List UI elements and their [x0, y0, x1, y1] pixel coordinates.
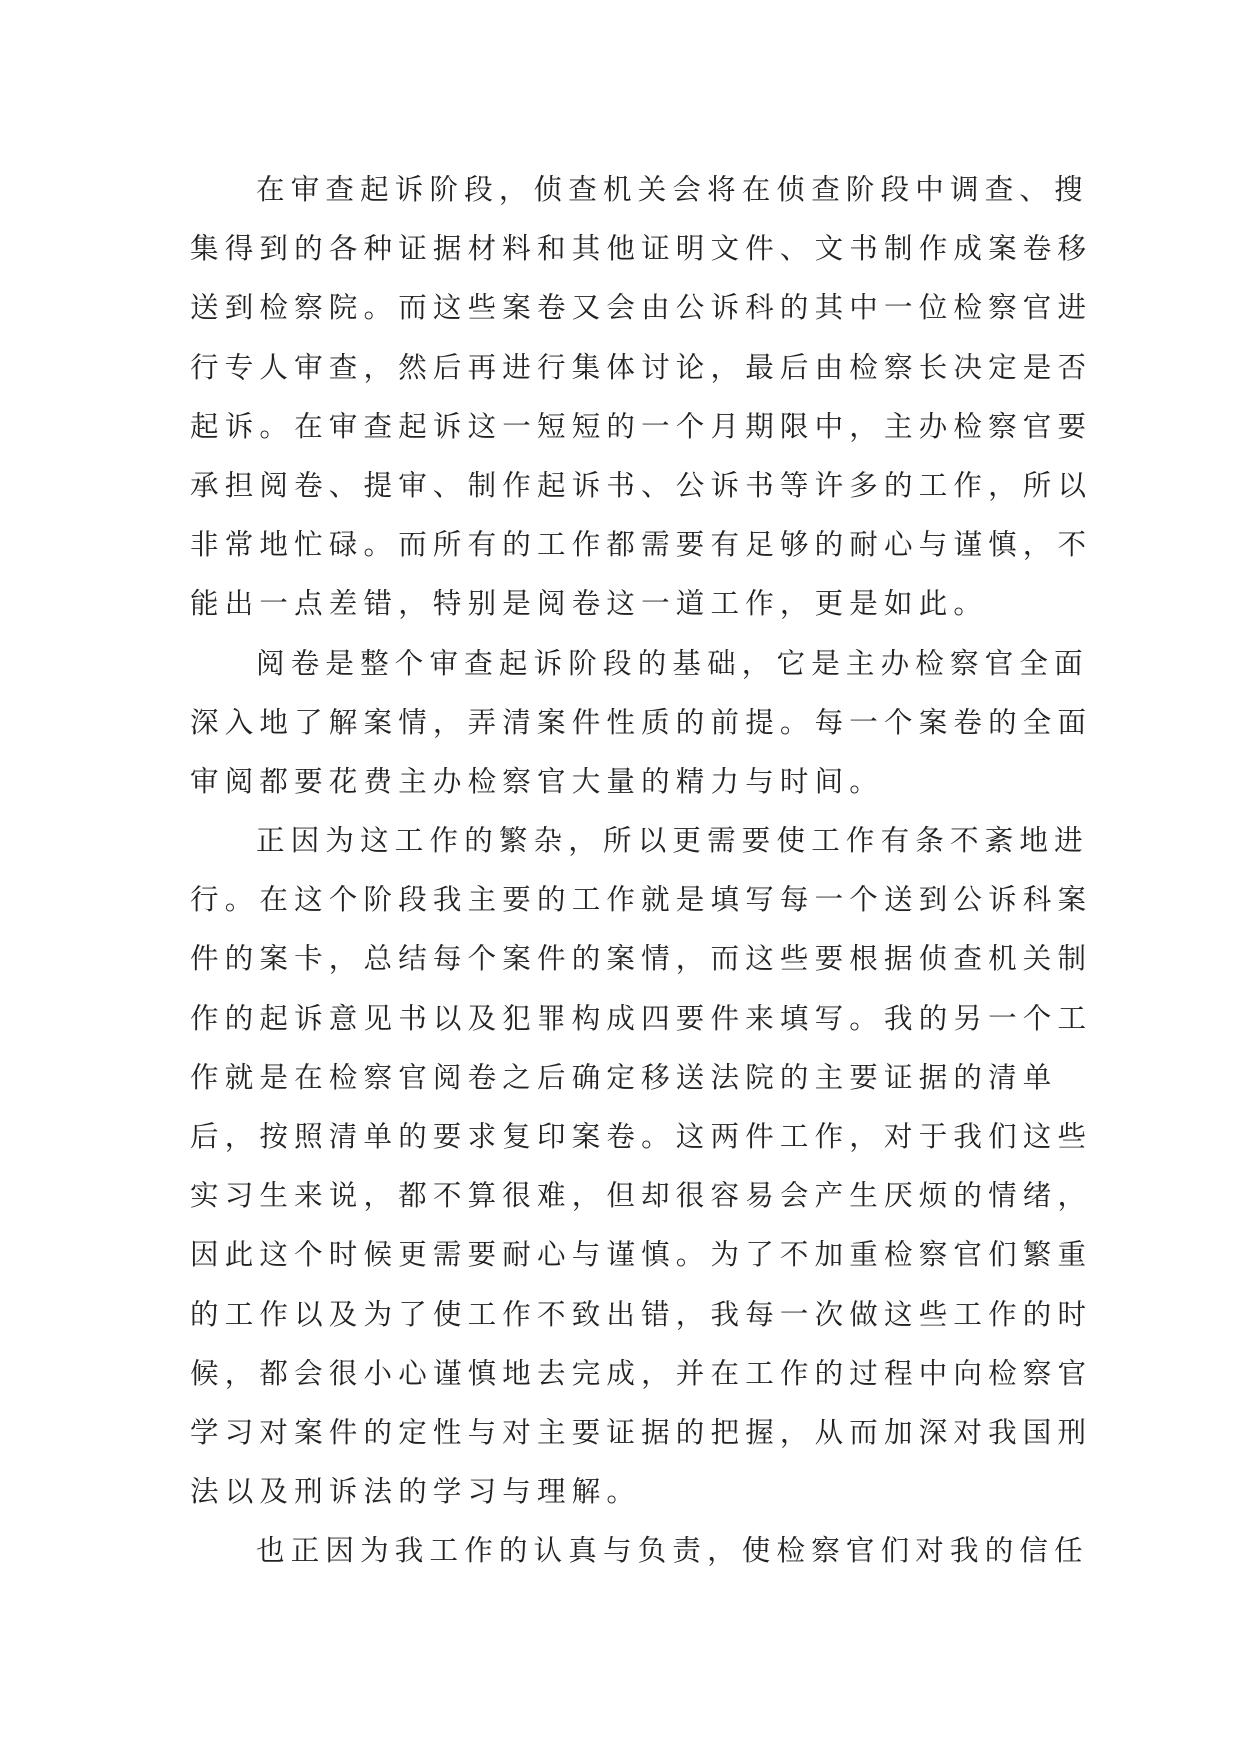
paragraph-3-line-12: 法以及刑诉法的学习与理解。	[190, 1475, 642, 1509]
paragraph-1-line-6: 承担阅卷、提审、制作起诉书、公诉书等许多的工作，所以	[190, 468, 1093, 502]
paragraph-2-line-2: 深入地了解案情，弄清案件性质的前提。每一个案卷的全面	[190, 705, 1093, 739]
paragraph-4-line-1: 也正因为我工作的认真与负责，使检察官们对我的信任	[256, 1534, 1089, 1568]
paragraph-3-line-2: 行。在这个阶段我主要的工作就是填写每一个送到公诉科案	[190, 883, 1093, 917]
document-body	[190, 160, 1093, 1581]
paragraph-3-line-9: 的工作以及为了使工作不致出错，我每一次做这些工作的时	[190, 1297, 1093, 1331]
paragraph-3-line-1: 正因为这工作的繁杂，所以更需要使工作有条不紊地进	[256, 824, 1089, 858]
paragraph-1-line-4: 行专人审查，然后再进行集体讨论，最后由检察长决定是否	[190, 350, 1093, 384]
paragraph-3-line-3: 件的案卡，总结每个案件的案情，而这些要根据侦查机关制	[190, 942, 1093, 976]
paragraph-3-line-5: 作就是在检察官阅卷之后确定移送法院的主要证据的清单	[190, 1060, 1058, 1094]
paragraph-3-line-7: 实习生来说，都不算很难，但却很容易会产生厌烦的情绪，	[190, 1179, 1093, 1213]
paragraph-1-line-3: 送到检察院。而这些案卷又会由公诉科的其中一位检察官进	[190, 291, 1093, 325]
paragraph-1-line-1: 在审查起诉阶段，侦查机关会将在侦查阶段中调查、搜	[256, 173, 1089, 206]
paragraph-3-line-10: 候，都会很小心谨慎地去完成，并在工作的过程中向检察官	[190, 1356, 1093, 1390]
paragraph-1-line-8: 能出一点差错，特别是阅卷这一道工作，更是如此。	[190, 587, 989, 621]
paragraph-3-line-6: 后，按照清单的要求复印案卷。这两件工作，对于我们这些	[190, 1120, 1093, 1153]
paragraph-3-line-11: 学习对案件的定性与对主要证据的把握，从而加深对我国刑	[190, 1415, 1093, 1449]
paragraph-3-line-4: 作的起诉意见书以及犯罪构成四要件来填写。我的另一个工	[190, 1001, 1093, 1035]
paragraph-2-line-1: 阅卷是整个审查起诉阶段的基础，它是主办检察官全面	[256, 646, 1089, 680]
paragraph-3-line-8: 因此这个时候更需要耐心与谨慎。为了不加重检察官们繁重	[190, 1238, 1093, 1272]
paragraph-1-line-7: 非常地忙碌。而所有的工作都需要有足够的耐心与谨慎，不	[190, 528, 1093, 562]
paragraph-2-line-3: 审阅都要花费主办检察官大量的精力与时间。	[190, 764, 885, 798]
paragraph-1-line-5: 起诉。在审查起诉这一短短的一个月期限中，主办检察官要	[190, 409, 1093, 443]
paragraph-1-line-2: 集得到的各种证据材料和其他证明文件、文书制作成案卷移	[190, 232, 1093, 266]
